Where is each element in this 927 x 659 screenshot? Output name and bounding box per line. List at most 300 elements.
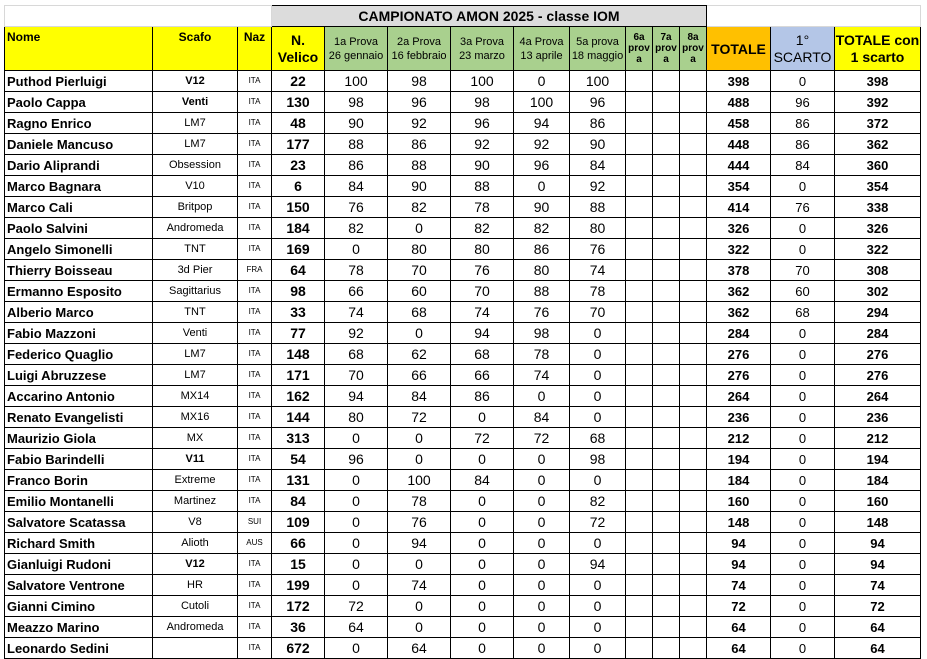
cell-prova-6[interactable] xyxy=(626,281,653,302)
cell-totale[interactable]: 276 xyxy=(707,344,771,365)
cell-velico[interactable]: 15 xyxy=(272,554,325,575)
cell-prova-7[interactable] xyxy=(653,344,680,365)
cell-prova-3[interactable]: 0 xyxy=(451,554,514,575)
cell-prova-3[interactable]: 98 xyxy=(451,92,514,113)
cell-totale-con-scarto[interactable]: 302 xyxy=(835,281,921,302)
cell-scafo[interactable]: HR xyxy=(153,575,238,596)
cell-totale[interactable]: 236 xyxy=(707,407,771,428)
cell-scarto[interactable]: 0 xyxy=(771,512,835,533)
cell-prova-7[interactable] xyxy=(653,596,680,617)
cell-prova-4[interactable]: 0 xyxy=(514,575,570,596)
cell-prova-3[interactable]: 78 xyxy=(451,197,514,218)
cell-prova-2[interactable]: 98 xyxy=(388,71,451,92)
cell-scarto[interactable]: 0 xyxy=(771,449,835,470)
cell-velico[interactable]: 144 xyxy=(272,407,325,428)
cell-totale-con-scarto[interactable]: 72 xyxy=(835,596,921,617)
cell-velico[interactable]: 130 xyxy=(272,92,325,113)
cell-prova-6[interactable] xyxy=(626,134,653,155)
cell-naz[interactable]: ITA xyxy=(238,323,272,344)
cell-scarto[interactable]: 0 xyxy=(771,596,835,617)
cell-prova-1[interactable]: 100 xyxy=(325,71,388,92)
cell-prova-7[interactable] xyxy=(653,470,680,491)
cell-scarto[interactable]: 0 xyxy=(771,575,835,596)
cell-scafo[interactable]: Andromeda xyxy=(153,218,238,239)
cell-prova-3[interactable]: 92 xyxy=(451,134,514,155)
cell-prova-1[interactable]: 70 xyxy=(325,365,388,386)
cell-velico[interactable]: 171 xyxy=(272,365,325,386)
cell-prova-1[interactable]: 84 xyxy=(325,176,388,197)
cell-prova-4[interactable]: 78 xyxy=(514,344,570,365)
cell-prova-6[interactable] xyxy=(626,638,653,659)
cell-totale-con-scarto[interactable]: 308 xyxy=(835,260,921,281)
cell-prova-3[interactable]: 76 xyxy=(451,260,514,281)
cell-prova-8[interactable] xyxy=(680,176,707,197)
cell-totale[interactable]: 94 xyxy=(707,533,771,554)
cell-nome[interactable]: Emilio Montanelli xyxy=(5,491,153,512)
cell-velico[interactable]: 98 xyxy=(272,281,325,302)
cell-naz[interactable]: ITA xyxy=(238,302,272,323)
cell-naz[interactable]: ITA xyxy=(238,134,272,155)
cell-prova-2[interactable]: 72 xyxy=(388,407,451,428)
cell-prova-2[interactable]: 76 xyxy=(388,512,451,533)
cell-totale-con-scarto[interactable]: 354 xyxy=(835,176,921,197)
cell-scafo[interactable]: V10 xyxy=(153,176,238,197)
cell-nome[interactable]: Ragno Enrico xyxy=(5,113,153,134)
cell-prova-1[interactable]: 0 xyxy=(325,575,388,596)
cell-scafo[interactable]: Alioth xyxy=(153,533,238,554)
cell-prova-1[interactable]: 0 xyxy=(325,533,388,554)
cell-prova-7[interactable] xyxy=(653,491,680,512)
cell-prova-6[interactable] xyxy=(626,218,653,239)
cell-scarto[interactable]: 60 xyxy=(771,281,835,302)
cell-prova-5[interactable]: 96 xyxy=(570,92,626,113)
cell-nome[interactable]: Puthod Pierluigi xyxy=(5,71,153,92)
cell-scafo[interactable]: V12 xyxy=(153,71,238,92)
cell-prova-4[interactable]: 0 xyxy=(514,533,570,554)
cell-scarto[interactable]: 0 xyxy=(771,218,835,239)
cell-naz[interactable]: ITA xyxy=(238,638,272,659)
cell-prova-5[interactable]: 86 xyxy=(570,113,626,134)
cell-prova-5[interactable]: 72 xyxy=(570,512,626,533)
cell-prova-4[interactable]: 0 xyxy=(514,386,570,407)
cell-totale[interactable]: 184 xyxy=(707,470,771,491)
cell-scafo[interactable]: LM7 xyxy=(153,344,238,365)
cell-nome[interactable]: Maurizio Giola xyxy=(5,428,153,449)
cell-prova-4[interactable]: 76 xyxy=(514,302,570,323)
cell-nome[interactable]: Accarino Antonio xyxy=(5,386,153,407)
cell-prova-3[interactable]: 0 xyxy=(451,575,514,596)
cell-prova-3[interactable]: 70 xyxy=(451,281,514,302)
cell-prova-5[interactable]: 80 xyxy=(570,218,626,239)
cell-prova-6[interactable] xyxy=(626,449,653,470)
cell-prova-6[interactable] xyxy=(626,386,653,407)
cell-prova-7[interactable] xyxy=(653,554,680,575)
cell-prova-5[interactable]: 74 xyxy=(570,260,626,281)
cell-prova-1[interactable]: 68 xyxy=(325,344,388,365)
cell-prova-3[interactable]: 0 xyxy=(451,617,514,638)
cell-prova-4[interactable]: 0 xyxy=(514,617,570,638)
cell-velico[interactable]: 169 xyxy=(272,239,325,260)
cell-totale[interactable]: 212 xyxy=(707,428,771,449)
cell-prova-6[interactable] xyxy=(626,428,653,449)
cell-naz[interactable]: ITA xyxy=(238,470,272,491)
cell-prova-6[interactable] xyxy=(626,470,653,491)
cell-totale[interactable]: 284 xyxy=(707,323,771,344)
cell-prova-4[interactable]: 0 xyxy=(514,512,570,533)
cell-scarto[interactable]: 0 xyxy=(771,428,835,449)
cell-prova-6[interactable] xyxy=(626,71,653,92)
cell-prova-6[interactable] xyxy=(626,365,653,386)
cell-totale-con-scarto[interactable]: 392 xyxy=(835,92,921,113)
cell-naz[interactable]: ITA xyxy=(238,155,272,176)
cell-prova-5[interactable]: 82 xyxy=(570,491,626,512)
cell-prova-3[interactable]: 80 xyxy=(451,239,514,260)
cell-prova-3[interactable]: 72 xyxy=(451,428,514,449)
cell-scarto[interactable]: 84 xyxy=(771,155,835,176)
cell-prova-3[interactable]: 0 xyxy=(451,596,514,617)
cell-totale-con-scarto[interactable]: 294 xyxy=(835,302,921,323)
cell-prova-8[interactable] xyxy=(680,512,707,533)
cell-velico[interactable]: 313 xyxy=(272,428,325,449)
cell-prova-2[interactable]: 74 xyxy=(388,575,451,596)
cell-velico[interactable]: 131 xyxy=(272,470,325,491)
cell-naz[interactable]: ITA xyxy=(238,554,272,575)
cell-velico[interactable]: 77 xyxy=(272,323,325,344)
cell-prova-8[interactable] xyxy=(680,323,707,344)
cell-scarto[interactable]: 76 xyxy=(771,197,835,218)
cell-prova-1[interactable]: 80 xyxy=(325,407,388,428)
cell-totale[interactable]: 362 xyxy=(707,302,771,323)
cell-prova-1[interactable]: 72 xyxy=(325,596,388,617)
cell-nome[interactable]: Thierry Boisseau xyxy=(5,260,153,281)
cell-naz[interactable]: ITA xyxy=(238,71,272,92)
cell-prova-5[interactable]: 90 xyxy=(570,134,626,155)
cell-naz[interactable]: ITA xyxy=(238,407,272,428)
cell-totale-con-scarto[interactable]: 74 xyxy=(835,575,921,596)
cell-prova-8[interactable] xyxy=(680,449,707,470)
cell-scafo[interactable]: Venti xyxy=(153,323,238,344)
cell-prova-5[interactable]: 0 xyxy=(570,386,626,407)
cell-prova-5[interactable]: 100 xyxy=(570,71,626,92)
cell-prova-6[interactable] xyxy=(626,302,653,323)
cell-naz[interactable]: ITA xyxy=(238,113,272,134)
cell-scarto[interactable]: 96 xyxy=(771,92,835,113)
cell-prova-2[interactable]: 62 xyxy=(388,344,451,365)
cell-totale[interactable]: 322 xyxy=(707,239,771,260)
cell-nome[interactable]: Luigi Abruzzese xyxy=(5,365,153,386)
cell-totale-con-scarto[interactable]: 398 xyxy=(835,71,921,92)
cell-prova-8[interactable] xyxy=(680,71,707,92)
cell-nome[interactable]: Fabio Mazzoni xyxy=(5,323,153,344)
cell-velico[interactable]: 148 xyxy=(272,344,325,365)
cell-prova-6[interactable] xyxy=(626,617,653,638)
cell-scarto[interactable]: 0 xyxy=(771,638,835,659)
cell-nome[interactable]: Paolo Salvini xyxy=(5,218,153,239)
cell-totale-con-scarto[interactable]: 212 xyxy=(835,428,921,449)
cell-nome[interactable]: Franco Borin xyxy=(5,470,153,491)
cell-naz[interactable]: AUS xyxy=(238,533,272,554)
cell-prova-7[interactable] xyxy=(653,323,680,344)
cell-prova-5[interactable]: 0 xyxy=(570,617,626,638)
cell-prova-3[interactable]: 82 xyxy=(451,218,514,239)
cell-prova-2[interactable]: 0 xyxy=(388,554,451,575)
cell-prova-4[interactable]: 0 xyxy=(514,554,570,575)
cell-scarto[interactable]: 0 xyxy=(771,491,835,512)
cell-totale[interactable]: 378 xyxy=(707,260,771,281)
cell-prova-7[interactable] xyxy=(653,218,680,239)
cell-prova-2[interactable]: 84 xyxy=(388,386,451,407)
cell-prova-3[interactable]: 0 xyxy=(451,491,514,512)
cell-totale-con-scarto[interactable]: 276 xyxy=(835,365,921,386)
cell-scafo[interactable]: Andromeda xyxy=(153,617,238,638)
cell-prova-7[interactable] xyxy=(653,428,680,449)
cell-totale[interactable]: 94 xyxy=(707,554,771,575)
cell-prova-8[interactable] xyxy=(680,407,707,428)
cell-prova-8[interactable] xyxy=(680,218,707,239)
cell-totale[interactable]: 148 xyxy=(707,512,771,533)
cell-nome[interactable]: Meazzo Marino xyxy=(5,617,153,638)
cell-totale-con-scarto[interactable]: 362 xyxy=(835,134,921,155)
cell-prova-3[interactable]: 100 xyxy=(451,71,514,92)
cell-totale[interactable]: 160 xyxy=(707,491,771,512)
cell-prova-5[interactable]: 0 xyxy=(570,344,626,365)
cell-prova-4[interactable]: 98 xyxy=(514,323,570,344)
cell-velico[interactable]: 150 xyxy=(272,197,325,218)
cell-prova-7[interactable] xyxy=(653,638,680,659)
cell-velico[interactable]: 66 xyxy=(272,533,325,554)
cell-prova-4[interactable]: 94 xyxy=(514,113,570,134)
cell-prova-8[interactable] xyxy=(680,344,707,365)
cell-prova-6[interactable] xyxy=(626,155,653,176)
cell-prova-6[interactable] xyxy=(626,491,653,512)
cell-prova-6[interactable] xyxy=(626,596,653,617)
cell-scarto[interactable]: 86 xyxy=(771,134,835,155)
cell-prova-5[interactable]: 88 xyxy=(570,197,626,218)
cell-totale[interactable]: 64 xyxy=(707,638,771,659)
cell-nome[interactable]: Marco Cali xyxy=(5,197,153,218)
cell-prova-4[interactable]: 80 xyxy=(514,260,570,281)
cell-prova-4[interactable]: 90 xyxy=(514,197,570,218)
cell-prova-2[interactable]: 70 xyxy=(388,260,451,281)
cell-scarto[interactable]: 70 xyxy=(771,260,835,281)
cell-prova-8[interactable] xyxy=(680,197,707,218)
cell-prova-7[interactable] xyxy=(653,155,680,176)
cell-prova-2[interactable]: 66 xyxy=(388,365,451,386)
cell-prova-2[interactable]: 96 xyxy=(388,92,451,113)
cell-nome[interactable]: Salvatore Ventrone xyxy=(5,575,153,596)
cell-prova-7[interactable] xyxy=(653,302,680,323)
cell-prova-4[interactable]: 72 xyxy=(514,428,570,449)
cell-prova-2[interactable]: 90 xyxy=(388,176,451,197)
cell-scarto[interactable]: 0 xyxy=(771,470,835,491)
cell-prova-1[interactable]: 0 xyxy=(325,491,388,512)
cell-totale-con-scarto[interactable]: 160 xyxy=(835,491,921,512)
cell-prova-1[interactable]: 82 xyxy=(325,218,388,239)
cell-prova-4[interactable]: 0 xyxy=(514,638,570,659)
cell-prova-4[interactable]: 0 xyxy=(514,491,570,512)
cell-prova-6[interactable] xyxy=(626,533,653,554)
cell-prova-6[interactable] xyxy=(626,92,653,113)
cell-scafo[interactable]: LM7 xyxy=(153,113,238,134)
cell-prova-8[interactable] xyxy=(680,617,707,638)
cell-totale-con-scarto[interactable]: 338 xyxy=(835,197,921,218)
cell-prova-7[interactable] xyxy=(653,533,680,554)
cell-nome[interactable]: Alberio Marco xyxy=(5,302,153,323)
cell-scarto[interactable]: 0 xyxy=(771,71,835,92)
cell-prova-2[interactable]: 86 xyxy=(388,134,451,155)
cell-naz[interactable]: ITA xyxy=(238,176,272,197)
cell-prova-2[interactable]: 0 xyxy=(388,449,451,470)
cell-nome[interactable]: Richard Smith xyxy=(5,533,153,554)
cell-nome[interactable]: Renato Evangelisti xyxy=(5,407,153,428)
cell-velico[interactable]: 36 xyxy=(272,617,325,638)
cell-totale-con-scarto[interactable]: 264 xyxy=(835,386,921,407)
cell-prova-7[interactable] xyxy=(653,449,680,470)
cell-prova-5[interactable]: 70 xyxy=(570,302,626,323)
cell-naz[interactable]: ITA xyxy=(238,92,272,113)
cell-nome[interactable]: Gianni Cimino xyxy=(5,596,153,617)
cell-prova-6[interactable] xyxy=(626,113,653,134)
cell-prova-8[interactable] xyxy=(680,428,707,449)
cell-prova-7[interactable] xyxy=(653,365,680,386)
cell-scarto[interactable]: 86 xyxy=(771,113,835,134)
cell-prova-3[interactable]: 90 xyxy=(451,155,514,176)
cell-prova-2[interactable]: 64 xyxy=(388,638,451,659)
cell-totale[interactable]: 414 xyxy=(707,197,771,218)
cell-scarto[interactable]: 0 xyxy=(771,323,835,344)
cell-prova-2[interactable]: 80 xyxy=(388,239,451,260)
cell-prova-2[interactable]: 94 xyxy=(388,533,451,554)
cell-prova-4[interactable]: 0 xyxy=(514,449,570,470)
cell-scafo[interactable]: LM7 xyxy=(153,365,238,386)
cell-prova-1[interactable]: 74 xyxy=(325,302,388,323)
cell-prova-8[interactable] xyxy=(680,554,707,575)
cell-prova-5[interactable]: 98 xyxy=(570,449,626,470)
cell-prova-4[interactable]: 86 xyxy=(514,239,570,260)
cell-prova-7[interactable] xyxy=(653,512,680,533)
cell-prova-2[interactable]: 88 xyxy=(388,155,451,176)
cell-naz[interactable]: ITA xyxy=(238,386,272,407)
cell-velico[interactable]: 162 xyxy=(272,386,325,407)
cell-prova-3[interactable]: 68 xyxy=(451,344,514,365)
cell-prova-4[interactable]: 0 xyxy=(514,71,570,92)
cell-prova-2[interactable]: 68 xyxy=(388,302,451,323)
cell-prova-5[interactable]: 0 xyxy=(570,470,626,491)
cell-nome[interactable]: Gianluigi Rudoni xyxy=(5,554,153,575)
cell-prova-8[interactable] xyxy=(680,302,707,323)
cell-prova-8[interactable] xyxy=(680,533,707,554)
cell-prova-2[interactable]: 0 xyxy=(388,323,451,344)
cell-scafo[interactable]: V11 xyxy=(153,449,238,470)
cell-nome[interactable]: Marco Bagnara xyxy=(5,176,153,197)
cell-naz[interactable]: ITA xyxy=(238,344,272,365)
cell-prova-8[interactable] xyxy=(680,92,707,113)
cell-totale-con-scarto[interactable]: 64 xyxy=(835,617,921,638)
cell-naz[interactable]: ITA xyxy=(238,365,272,386)
cell-velico[interactable]: 84 xyxy=(272,491,325,512)
cell-totale[interactable]: 194 xyxy=(707,449,771,470)
cell-totale-con-scarto[interactable]: 372 xyxy=(835,113,921,134)
cell-prova-1[interactable]: 90 xyxy=(325,113,388,134)
cell-scafo[interactable] xyxy=(153,638,238,659)
cell-prova-2[interactable]: 0 xyxy=(388,428,451,449)
cell-prova-8[interactable] xyxy=(680,575,707,596)
cell-scafo[interactable]: 3d Pier xyxy=(153,260,238,281)
cell-totale-con-scarto[interactable]: 322 xyxy=(835,239,921,260)
cell-prova-6[interactable] xyxy=(626,239,653,260)
cell-prova-4[interactable]: 92 xyxy=(514,134,570,155)
cell-scafo[interactable]: Obsession xyxy=(153,155,238,176)
cell-prova-8[interactable] xyxy=(680,134,707,155)
cell-prova-5[interactable]: 76 xyxy=(570,239,626,260)
cell-velico[interactable]: 199 xyxy=(272,575,325,596)
cell-prova-7[interactable] xyxy=(653,197,680,218)
cell-nome[interactable]: Ermanno Esposito xyxy=(5,281,153,302)
cell-prova-3[interactable]: 96 xyxy=(451,113,514,134)
cell-prova-8[interactable] xyxy=(680,113,707,134)
cell-velico[interactable]: 23 xyxy=(272,155,325,176)
cell-prova-5[interactable]: 92 xyxy=(570,176,626,197)
cell-prova-6[interactable] xyxy=(626,407,653,428)
cell-velico[interactable]: 22 xyxy=(272,71,325,92)
cell-prova-1[interactable]: 92 xyxy=(325,323,388,344)
cell-scafo[interactable]: LM7 xyxy=(153,134,238,155)
cell-prova-2[interactable]: 92 xyxy=(388,113,451,134)
cell-scafo[interactable]: Britpop xyxy=(153,197,238,218)
cell-scarto[interactable]: 0 xyxy=(771,554,835,575)
cell-scarto[interactable]: 0 xyxy=(771,344,835,365)
cell-totale[interactable]: 488 xyxy=(707,92,771,113)
cell-prova-7[interactable] xyxy=(653,407,680,428)
cell-prova-7[interactable] xyxy=(653,92,680,113)
cell-prova-8[interactable] xyxy=(680,470,707,491)
cell-scafo[interactable]: Venti xyxy=(153,92,238,113)
cell-totale-con-scarto[interactable]: 94 xyxy=(835,554,921,575)
cell-prova-5[interactable]: 84 xyxy=(570,155,626,176)
cell-prova-1[interactable]: 76 xyxy=(325,197,388,218)
cell-scafo[interactable]: TNT xyxy=(153,302,238,323)
cell-nome[interactable]: Federico Quaglio xyxy=(5,344,153,365)
cell-scafo[interactable]: V12 xyxy=(153,554,238,575)
cell-prova-2[interactable]: 0 xyxy=(388,218,451,239)
cell-scafo[interactable]: Extreme xyxy=(153,470,238,491)
cell-prova-1[interactable]: 0 xyxy=(325,239,388,260)
cell-totale[interactable]: 72 xyxy=(707,596,771,617)
cell-prova-4[interactable]: 0 xyxy=(514,596,570,617)
cell-scarto[interactable]: 0 xyxy=(771,386,835,407)
cell-naz[interactable]: ITA xyxy=(238,239,272,260)
cell-prova-1[interactable]: 86 xyxy=(325,155,388,176)
cell-velico[interactable]: 109 xyxy=(272,512,325,533)
cell-prova-7[interactable] xyxy=(653,386,680,407)
cell-prova-1[interactable]: 96 xyxy=(325,449,388,470)
cell-nome[interactable]: Dario Aliprandi xyxy=(5,155,153,176)
cell-scafo[interactable]: MX xyxy=(153,428,238,449)
cell-prova-2[interactable]: 78 xyxy=(388,491,451,512)
cell-totale-con-scarto[interactable]: 284 xyxy=(835,323,921,344)
cell-totale[interactable]: 64 xyxy=(707,617,771,638)
cell-naz[interactable]: ITA xyxy=(238,575,272,596)
cell-nome[interactable]: Salvatore Scatassa xyxy=(5,512,153,533)
cell-prova-1[interactable]: 88 xyxy=(325,134,388,155)
cell-totale[interactable]: 398 xyxy=(707,71,771,92)
cell-prova-5[interactable]: 68 xyxy=(570,428,626,449)
cell-prova-5[interactable]: 0 xyxy=(570,533,626,554)
cell-naz[interactable]: ITA xyxy=(238,596,272,617)
cell-prova-1[interactable]: 0 xyxy=(325,470,388,491)
cell-prova-6[interactable] xyxy=(626,323,653,344)
cell-prova-8[interactable] xyxy=(680,281,707,302)
